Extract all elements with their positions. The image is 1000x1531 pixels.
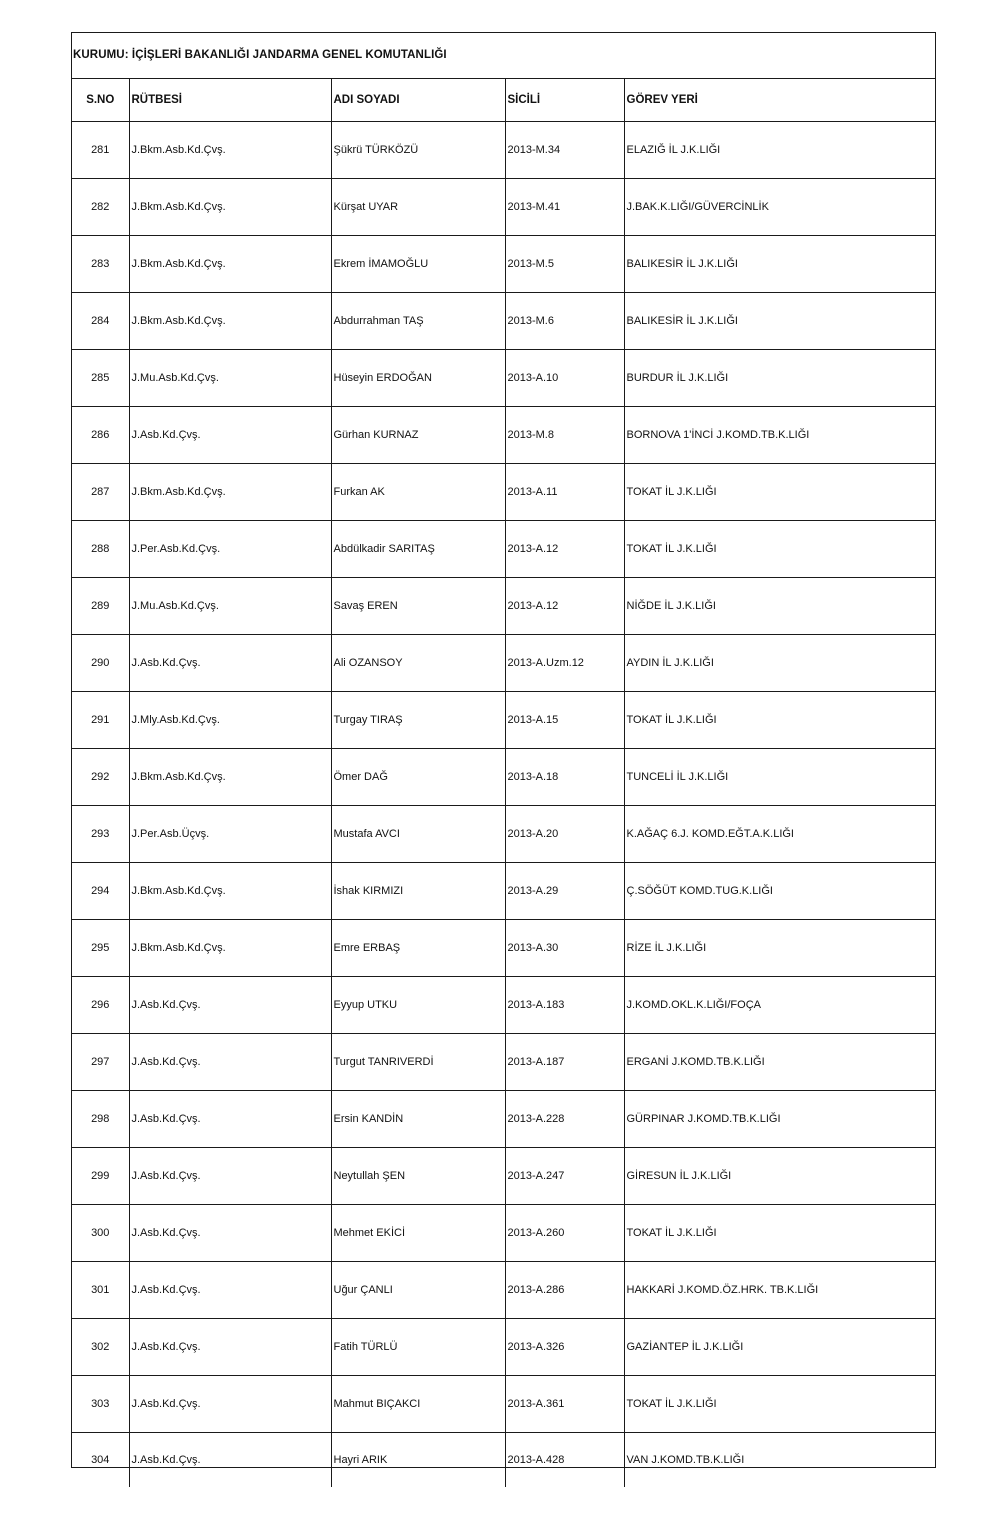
cell-sno: 290 bbox=[72, 635, 129, 692]
cell-registry: 2013-A.15 bbox=[505, 692, 624, 749]
cell-post: TOKAT İL J.K.LIĞI bbox=[624, 1376, 935, 1433]
table-row bbox=[72, 806, 935, 863]
column-header-sno: S.NO bbox=[72, 79, 129, 122]
cell-post: BURDUR İL J.K.LIĞI bbox=[624, 350, 935, 407]
cell-registry: 2013-A.11 bbox=[505, 464, 624, 521]
cell-rank: J.Asb.Kd.Çvş. bbox=[129, 1376, 331, 1433]
cell-sno: 284 bbox=[72, 293, 129, 350]
cell-sno: 285 bbox=[72, 350, 129, 407]
personnel-table bbox=[72, 79, 935, 1487]
cell-post: TOKAT İL J.K.LIĞI bbox=[624, 464, 935, 521]
cell-registry: 2013-A.18 bbox=[505, 749, 624, 806]
cell-rank: J.Bkm.Asb.Kd.Çvş. bbox=[129, 122, 331, 179]
table-row bbox=[72, 578, 935, 635]
cell-name: Furkan AK bbox=[331, 464, 505, 521]
cell-rank: J.Bkm.Asb.Kd.Çvş. bbox=[129, 293, 331, 350]
cell-registry: 2013-A.326 bbox=[505, 1319, 624, 1376]
table-row bbox=[72, 863, 935, 920]
table-row bbox=[72, 635, 935, 692]
cell-name: Neytullah ŞEN bbox=[331, 1148, 505, 1205]
cell-sno: 293 bbox=[72, 806, 129, 863]
table-row bbox=[72, 1205, 935, 1262]
column-header-rank: RÜTBESİ bbox=[129, 79, 331, 122]
cell-sno: 282 bbox=[72, 179, 129, 236]
cell-rank: J.Bkm.Asb.Kd.Çvş. bbox=[129, 236, 331, 293]
cell-registry: 2013-A.361 bbox=[505, 1376, 624, 1433]
cell-rank: J.Asb.Kd.Çvş. bbox=[129, 1319, 331, 1376]
table-row bbox=[72, 920, 935, 977]
cell-registry: 2013-A.29 bbox=[505, 863, 624, 920]
personnel-list-sheet bbox=[71, 32, 936, 1468]
table-row bbox=[72, 692, 935, 749]
table-row bbox=[72, 236, 935, 293]
cell-name: Emre ERBAŞ bbox=[331, 920, 505, 977]
cell-rank: J.Per.Asb.Kd.Çvş. bbox=[129, 521, 331, 578]
cell-sno: 281 bbox=[72, 122, 129, 179]
cell-sno: 288 bbox=[72, 521, 129, 578]
table-row bbox=[72, 464, 935, 521]
cell-post: GİRESUN İL J.K.LIĞI bbox=[624, 1148, 935, 1205]
cell-registry: 2013-A.10 bbox=[505, 350, 624, 407]
cell-rank: J.Mly.Asb.Kd.Çvş. bbox=[129, 692, 331, 749]
cell-name: Uğur ÇANLI bbox=[331, 1262, 505, 1319]
cell-post: NİĞDE İL J.K.LIĞI bbox=[624, 578, 935, 635]
cell-post: J.BAK.K.LIĞI/GÜVERCİNLİK bbox=[624, 179, 935, 236]
cell-sno: 287 bbox=[72, 464, 129, 521]
cell-rank: J.Asb.Kd.Çvş. bbox=[129, 977, 331, 1034]
cell-post: BORNOVA 1'İNCİ J.KOMD.TB.K.LIĞI bbox=[624, 407, 935, 464]
organization-title: KURUMU: İÇİŞLERİ BAKANLIĞI JANDARMA GENEL KOMUTANLIĞI bbox=[72, 33, 935, 79]
cell-post: BALIKESİR İL J.K.LIĞI bbox=[624, 293, 935, 350]
cell-rank: J.Asb.Kd.Çvş. bbox=[129, 635, 331, 692]
cell-rank: J.Mu.Asb.Kd.Çvş. bbox=[129, 350, 331, 407]
cell-name: Turgay TIRAŞ bbox=[331, 692, 505, 749]
table-row bbox=[72, 350, 935, 407]
cell-registry: 2013-M.8 bbox=[505, 407, 624, 464]
cell-sno: 298 bbox=[72, 1091, 129, 1148]
cell-post: HAKKARİ J.KOMD.ÖZ.HRK. TB.K.LIĞI bbox=[624, 1262, 935, 1319]
cell-sno: 283 bbox=[72, 236, 129, 293]
column-header-post: GÖREV YERİ bbox=[624, 79, 935, 122]
cell-name: Ömer DAĞ bbox=[331, 749, 505, 806]
table-row bbox=[72, 977, 935, 1034]
cell-post: TUNCELİ İL J.K.LIĞI bbox=[624, 749, 935, 806]
cell-registry: 2013-M.41 bbox=[505, 179, 624, 236]
cell-rank: J.Per.Asb.Üçvş. bbox=[129, 806, 331, 863]
cell-post: J.KOMD.OKL.K.LIĞI/FOÇA bbox=[624, 977, 935, 1034]
table-row bbox=[72, 1262, 935, 1319]
table-row bbox=[72, 521, 935, 578]
cell-name: Ersin KANDİN bbox=[331, 1091, 505, 1148]
cell-post: K.AĞAÇ 6.J. KOMD.EĞT.A.K.LIĞI bbox=[624, 806, 935, 863]
table-row bbox=[72, 1433, 935, 1488]
cell-name: Şükrü TÜRKÖZÜ bbox=[331, 122, 505, 179]
table-row bbox=[72, 122, 935, 179]
column-header-registry: SİCİLİ bbox=[505, 79, 624, 122]
cell-rank: J.Asb.Kd.Çvş. bbox=[129, 1433, 331, 1488]
cell-name: Ekrem İMAMOĞLU bbox=[331, 236, 505, 293]
cell-rank: J.Bkm.Asb.Kd.Çvş. bbox=[129, 920, 331, 977]
cell-name: Fatih TÜRLÜ bbox=[331, 1319, 505, 1376]
cell-post: GAZİANTEP İL J.K.LIĞI bbox=[624, 1319, 935, 1376]
cell-name: Savaş EREN bbox=[331, 578, 505, 635]
cell-post: RİZE İL J.K.LIĞI bbox=[624, 920, 935, 977]
cell-registry: 2013-A.428 bbox=[505, 1433, 624, 1488]
cell-registry: 2013-A.228 bbox=[505, 1091, 624, 1148]
cell-sno: 302 bbox=[72, 1319, 129, 1376]
cell-post: GÜRPINAR J.KOMD.TB.K.LIĞI bbox=[624, 1091, 935, 1148]
cell-sno: 296 bbox=[72, 977, 129, 1034]
cell-name: Eyyup UTKU bbox=[331, 977, 505, 1034]
cell-sno: 297 bbox=[72, 1034, 129, 1091]
cell-name: Mehmet EKİCİ bbox=[331, 1205, 505, 1262]
table-header-row bbox=[72, 79, 935, 122]
cell-rank: J.Mu.Asb.Kd.Çvş. bbox=[129, 578, 331, 635]
cell-sno: 294 bbox=[72, 863, 129, 920]
cell-rank: J.Bkm.Asb.Kd.Çvş. bbox=[129, 179, 331, 236]
cell-registry: 2013-A.247 bbox=[505, 1148, 624, 1205]
cell-name: Turgut TANRIVERDİ bbox=[331, 1034, 505, 1091]
table-row bbox=[72, 1034, 935, 1091]
column-header-name: ADI SOYADI bbox=[331, 79, 505, 122]
cell-post: AYDIN İL J.K.LIĞI bbox=[624, 635, 935, 692]
cell-rank: J.Asb.Kd.Çvş. bbox=[129, 407, 331, 464]
cell-rank: J.Bkm.Asb.Kd.Çvş. bbox=[129, 464, 331, 521]
cell-sno: 291 bbox=[72, 692, 129, 749]
cell-post: TOKAT İL J.K.LIĞI bbox=[624, 521, 935, 578]
table-row bbox=[72, 179, 935, 236]
cell-sno: 300 bbox=[72, 1205, 129, 1262]
cell-sno: 301 bbox=[72, 1262, 129, 1319]
cell-rank: J.Asb.Kd.Çvş. bbox=[129, 1148, 331, 1205]
cell-registry: 2013-A.12 bbox=[505, 521, 624, 578]
table-row bbox=[72, 407, 935, 464]
cell-name: Hayri ARIK bbox=[331, 1433, 505, 1488]
cell-rank: J.Bkm.Asb.Kd.Çvş. bbox=[129, 749, 331, 806]
cell-post: VAN J.KOMD.TB.K.LIĞI bbox=[626, 1454, 745, 1466]
cell-name: Kürşat UYAR bbox=[331, 179, 505, 236]
table-row bbox=[72, 1091, 935, 1148]
cell-registry: 2013-M.6 bbox=[505, 293, 624, 350]
cell-sno: 292 bbox=[72, 749, 129, 806]
cell-registry: 2013-A.286 bbox=[505, 1262, 624, 1319]
cell-sno: 295 bbox=[72, 920, 129, 977]
cell-registry: 2013-A.12 bbox=[505, 578, 624, 635]
cell-rank: J.Asb.Kd.Çvş. bbox=[129, 1205, 331, 1262]
cell-rank: J.Bkm.Asb.Kd.Çvş. bbox=[129, 863, 331, 920]
cell-sno: 286 bbox=[72, 407, 129, 464]
cell-post: ERGANİ J.KOMD.TB.K.LIĞI bbox=[624, 1034, 935, 1091]
cell-registry: 2013-A.260 bbox=[505, 1205, 624, 1262]
table-row bbox=[72, 749, 935, 806]
cell-sno: 299 bbox=[72, 1148, 129, 1205]
cell-registry: 2013-A.183 bbox=[505, 977, 624, 1034]
cell-name: Gürhan KURNAZ bbox=[331, 407, 505, 464]
cell-sno: 303 bbox=[72, 1376, 129, 1433]
cell-rank: J.Asb.Kd.Çvş. bbox=[129, 1034, 331, 1091]
cell-name: Hüseyin ERDOĞAN bbox=[331, 350, 505, 407]
cell-post: ELAZIĞ İL J.K.LIĞI bbox=[624, 122, 935, 179]
cell-name: Abdülkadir SARITAŞ bbox=[331, 521, 505, 578]
cell-post: BALIKESİR İL J.K.LIĞI bbox=[624, 236, 935, 293]
cell-post: Ç.SÖĞÜT KOMD.TUG.K.LIĞI bbox=[624, 863, 935, 920]
table-row bbox=[72, 1148, 935, 1205]
cell-sno: 304 bbox=[72, 1433, 129, 1488]
cell-name: Abdurrahman TAŞ bbox=[331, 293, 505, 350]
cell-registry: 2013-A.Uzm.12 bbox=[505, 635, 624, 692]
cell-post: TOKAT İL J.K.LIĞI bbox=[624, 1205, 935, 1262]
table-row bbox=[72, 1319, 935, 1376]
cell-post: TOKAT İL J.K.LIĞI bbox=[624, 692, 935, 749]
cell-rank: J.Asb.Kd.Çvş. bbox=[129, 1262, 331, 1319]
cell-registry: 2013-M.34 bbox=[505, 122, 624, 179]
cell-registry: 2013-A.30 bbox=[505, 920, 624, 977]
cell-rank: J.Asb.Kd.Çvş. bbox=[129, 1091, 331, 1148]
cell-name: İshak KIRMIZI bbox=[331, 863, 505, 920]
cell-registry: 2013-A.20 bbox=[505, 806, 624, 863]
cell-name: Ali OZANSOY bbox=[331, 635, 505, 692]
cell-name: Mustafa AVCI bbox=[331, 806, 505, 863]
table-row bbox=[72, 293, 935, 350]
cell-sno: 289 bbox=[72, 578, 129, 635]
table-row bbox=[72, 1376, 935, 1433]
cell-registry: 2013-A.187 bbox=[505, 1034, 624, 1091]
cell-registry: 2013-M.5 bbox=[505, 236, 624, 293]
cell-name: Mahmut BIÇAKCI bbox=[331, 1376, 505, 1433]
